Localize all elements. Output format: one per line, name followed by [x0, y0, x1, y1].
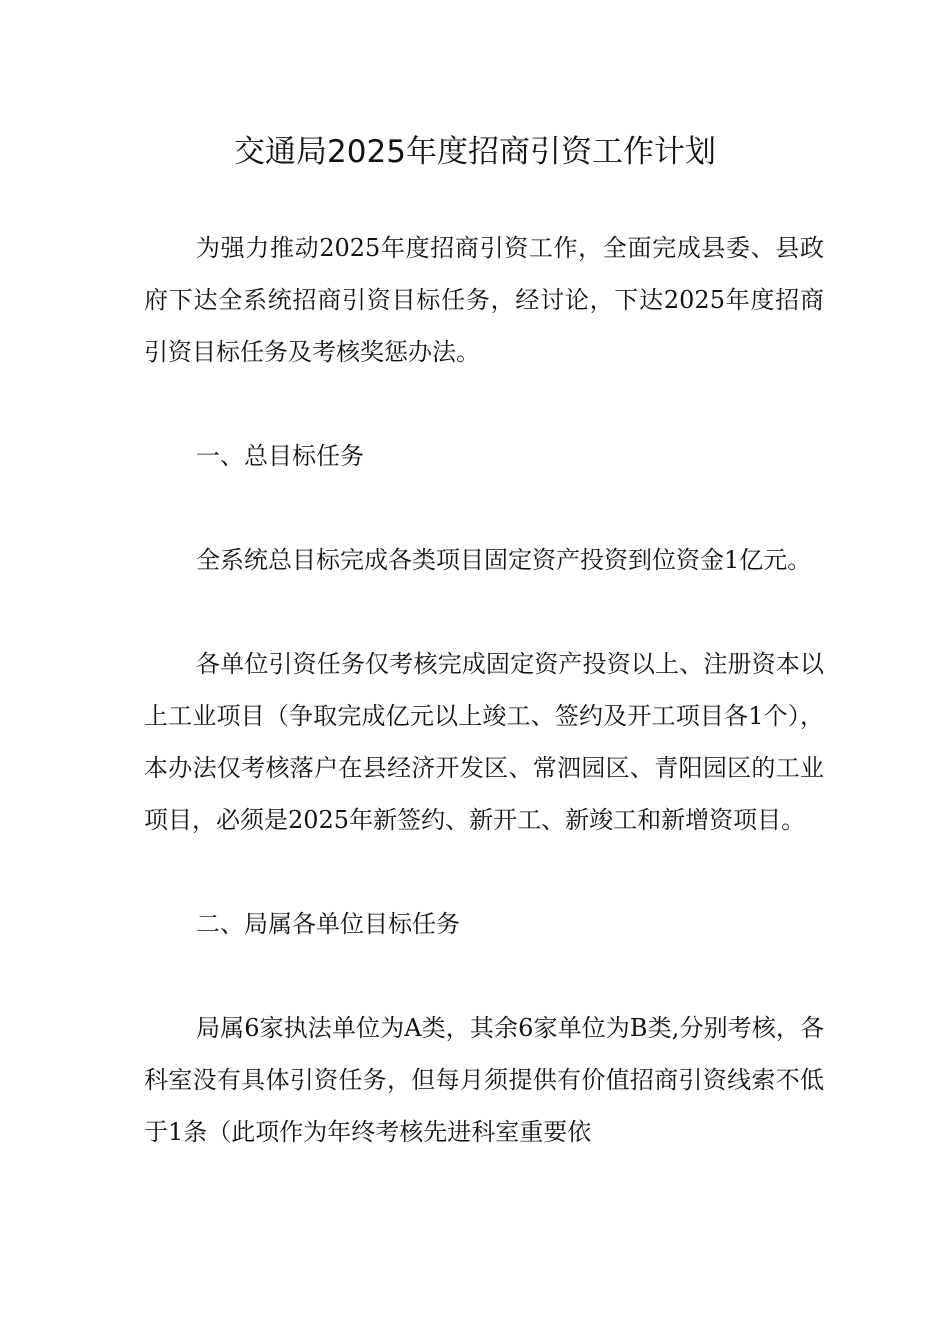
section-1-paragraph-1: 全系统总目标完成各类项目固定资产投资到位资金1亿元。: [196, 546, 812, 574]
document-body: [144, 222, 824, 1210]
section-1-heading: 一、总目标任务: [196, 442, 364, 470]
section-1-paragraph-2: 各单位引资任务仅考核完成固定资产投资以上、注册资本以上工业项目（争取完成亿元以上竣工、签约及开工项目各1个），本办法仅考核落户在县经济开发区、常泗园区、青阳园区的工业项目，必须是2025年新签约、新开工、新竣工和新增资项目。: [144, 650, 824, 834]
document-title: 交通局2025年度招商引资工作计划: [234, 134, 716, 170]
section-2-heading: 二、局属各单位目标任务: [196, 910, 460, 938]
section-2-paragraph-1: 局属6家执法单位为A类，其余6家单位为B类,分别考核，各科室没有具体引资任务，但每月须提供有价值招商引资线索不低于1条（此项作为年终考核先进科室重要依: [144, 1014, 824, 1146]
intro-paragraph: 为强力推动2025年度招商引资工作，全面完成县委、县政府下达全系统招商引资目标任务，经讨论，下达2025年度招商引资目标任务及考核奖惩办法。: [144, 234, 824, 366]
